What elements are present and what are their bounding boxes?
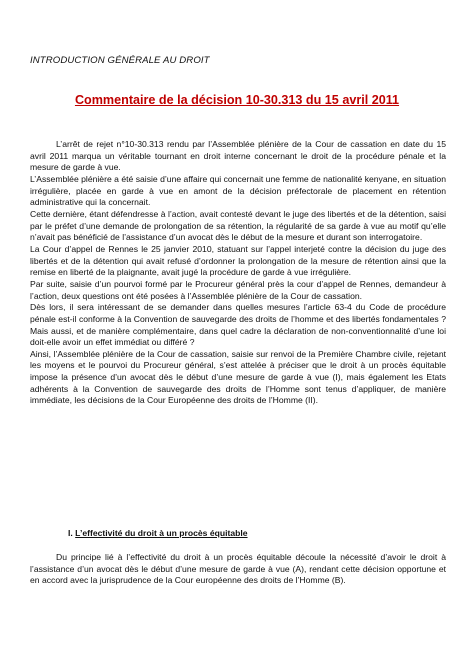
section-title: L’effectivité du droit à un procès équitable <box>75 528 248 538</box>
introduction-body <box>30 139 446 407</box>
paragraph: La Cour d’appel de Rennes le 25 janvier 2010, statuant sur l’appel interjeté contre la décision du juge des libertés et de la détention qui avait refusé d’ordonner la prolongation de la mesure de rétention ainsi que la remise en liberté de la plaignante, avait jugé la procédure de garde à vue irrégulière. <box>30 243 446 278</box>
document-header: INTRODUCTION GÉNÉRALE AU DROIT <box>30 55 210 66</box>
paragraph: L’Assemblée plénière a été saisie d’une affaire qui concernait une femme de nationalité kenyane, en situation irrégulière, placée en garde à vue en amont de la décision préfectorale de placement en rétention administrative qui la concernait. <box>30 173 446 208</box>
document-title: Commentaire de la décision 10-30.313 du 15 avril 2011 <box>74 93 400 107</box>
paragraph: Cette dernière, étant défendresse à l’action, avait contesté devant le juge des libertés et de la détention, saisi par le préfet d’une demande de prolongation de sa rétention, la régularité de sa garde à vue au motif qu’elle n’avait pas bénéficié de l’assistance d’un avocat dès le début de la mesure et durant son interrogatoire. <box>30 208 446 243</box>
section-number: I. <box>68 528 73 538</box>
paragraph: Du principe lié à l’effectivité du droit à un procès équitable découle la nécessité d’avoir le droit à l’assistance d’un avocat dès le début d’une mesure de garde à vue (A), rendant cette décision opportune et en accord avec la jurisprudence de la Cour européenne des droits de l’Homme (B). <box>30 552 446 586</box>
paragraph: Par suite, saisie d’un pourvoi formé par le Procureur général près la cour d’appel de Rennes, demandeur à l’action, deux questions ont été posées à l’Assemblée plénière de la Cour de cassation. <box>30 278 446 301</box>
paragraph: L’arrêt de rejet n°10-30.313 rendu par l’Assemblée plénière de la Cour de cassation en date du 15 avril 2011 marqua un véritable tournant en droit interne concernant le droit de la procédure pénale et la mesure de garde à vue. <box>30 139 446 173</box>
paragraph: Dès lors, il sera intéressant de se demander dans quelles mesures l’article 63-4 du Code de procédure pénale est-il conforme à la Convention de sauvegarde des droits de l’homme et des libertés fondamentales ? Mais aussi, et de manière complémentaire, dans quel cadre la déclaration de non-conventionnalité d’une loi doit-elle avoir un effet immédiat ou différé ? <box>30 302 446 348</box>
paragraph: Ainsi, l’Assemblée plénière de la Cour de cassation, saisie sur renvoi de la Première Chambre civile, rejetant les moyens et le pourvoi du Procureur général, s’est attelée à préciser que le droit à un procès équitable impose la présence d’un avocat dès le début d’une mesure de garde à vue (I), mais également les Etats adhérents à la Convention de sauvegarde des droits de l’Homme sont tenus d’appliquer, de manière immédiate, les décisions de la Cour Européenne des droits de l’Homme (II). <box>30 348 446 406</box>
section-body <box>30 552 446 587</box>
section-heading <box>68 528 248 538</box>
